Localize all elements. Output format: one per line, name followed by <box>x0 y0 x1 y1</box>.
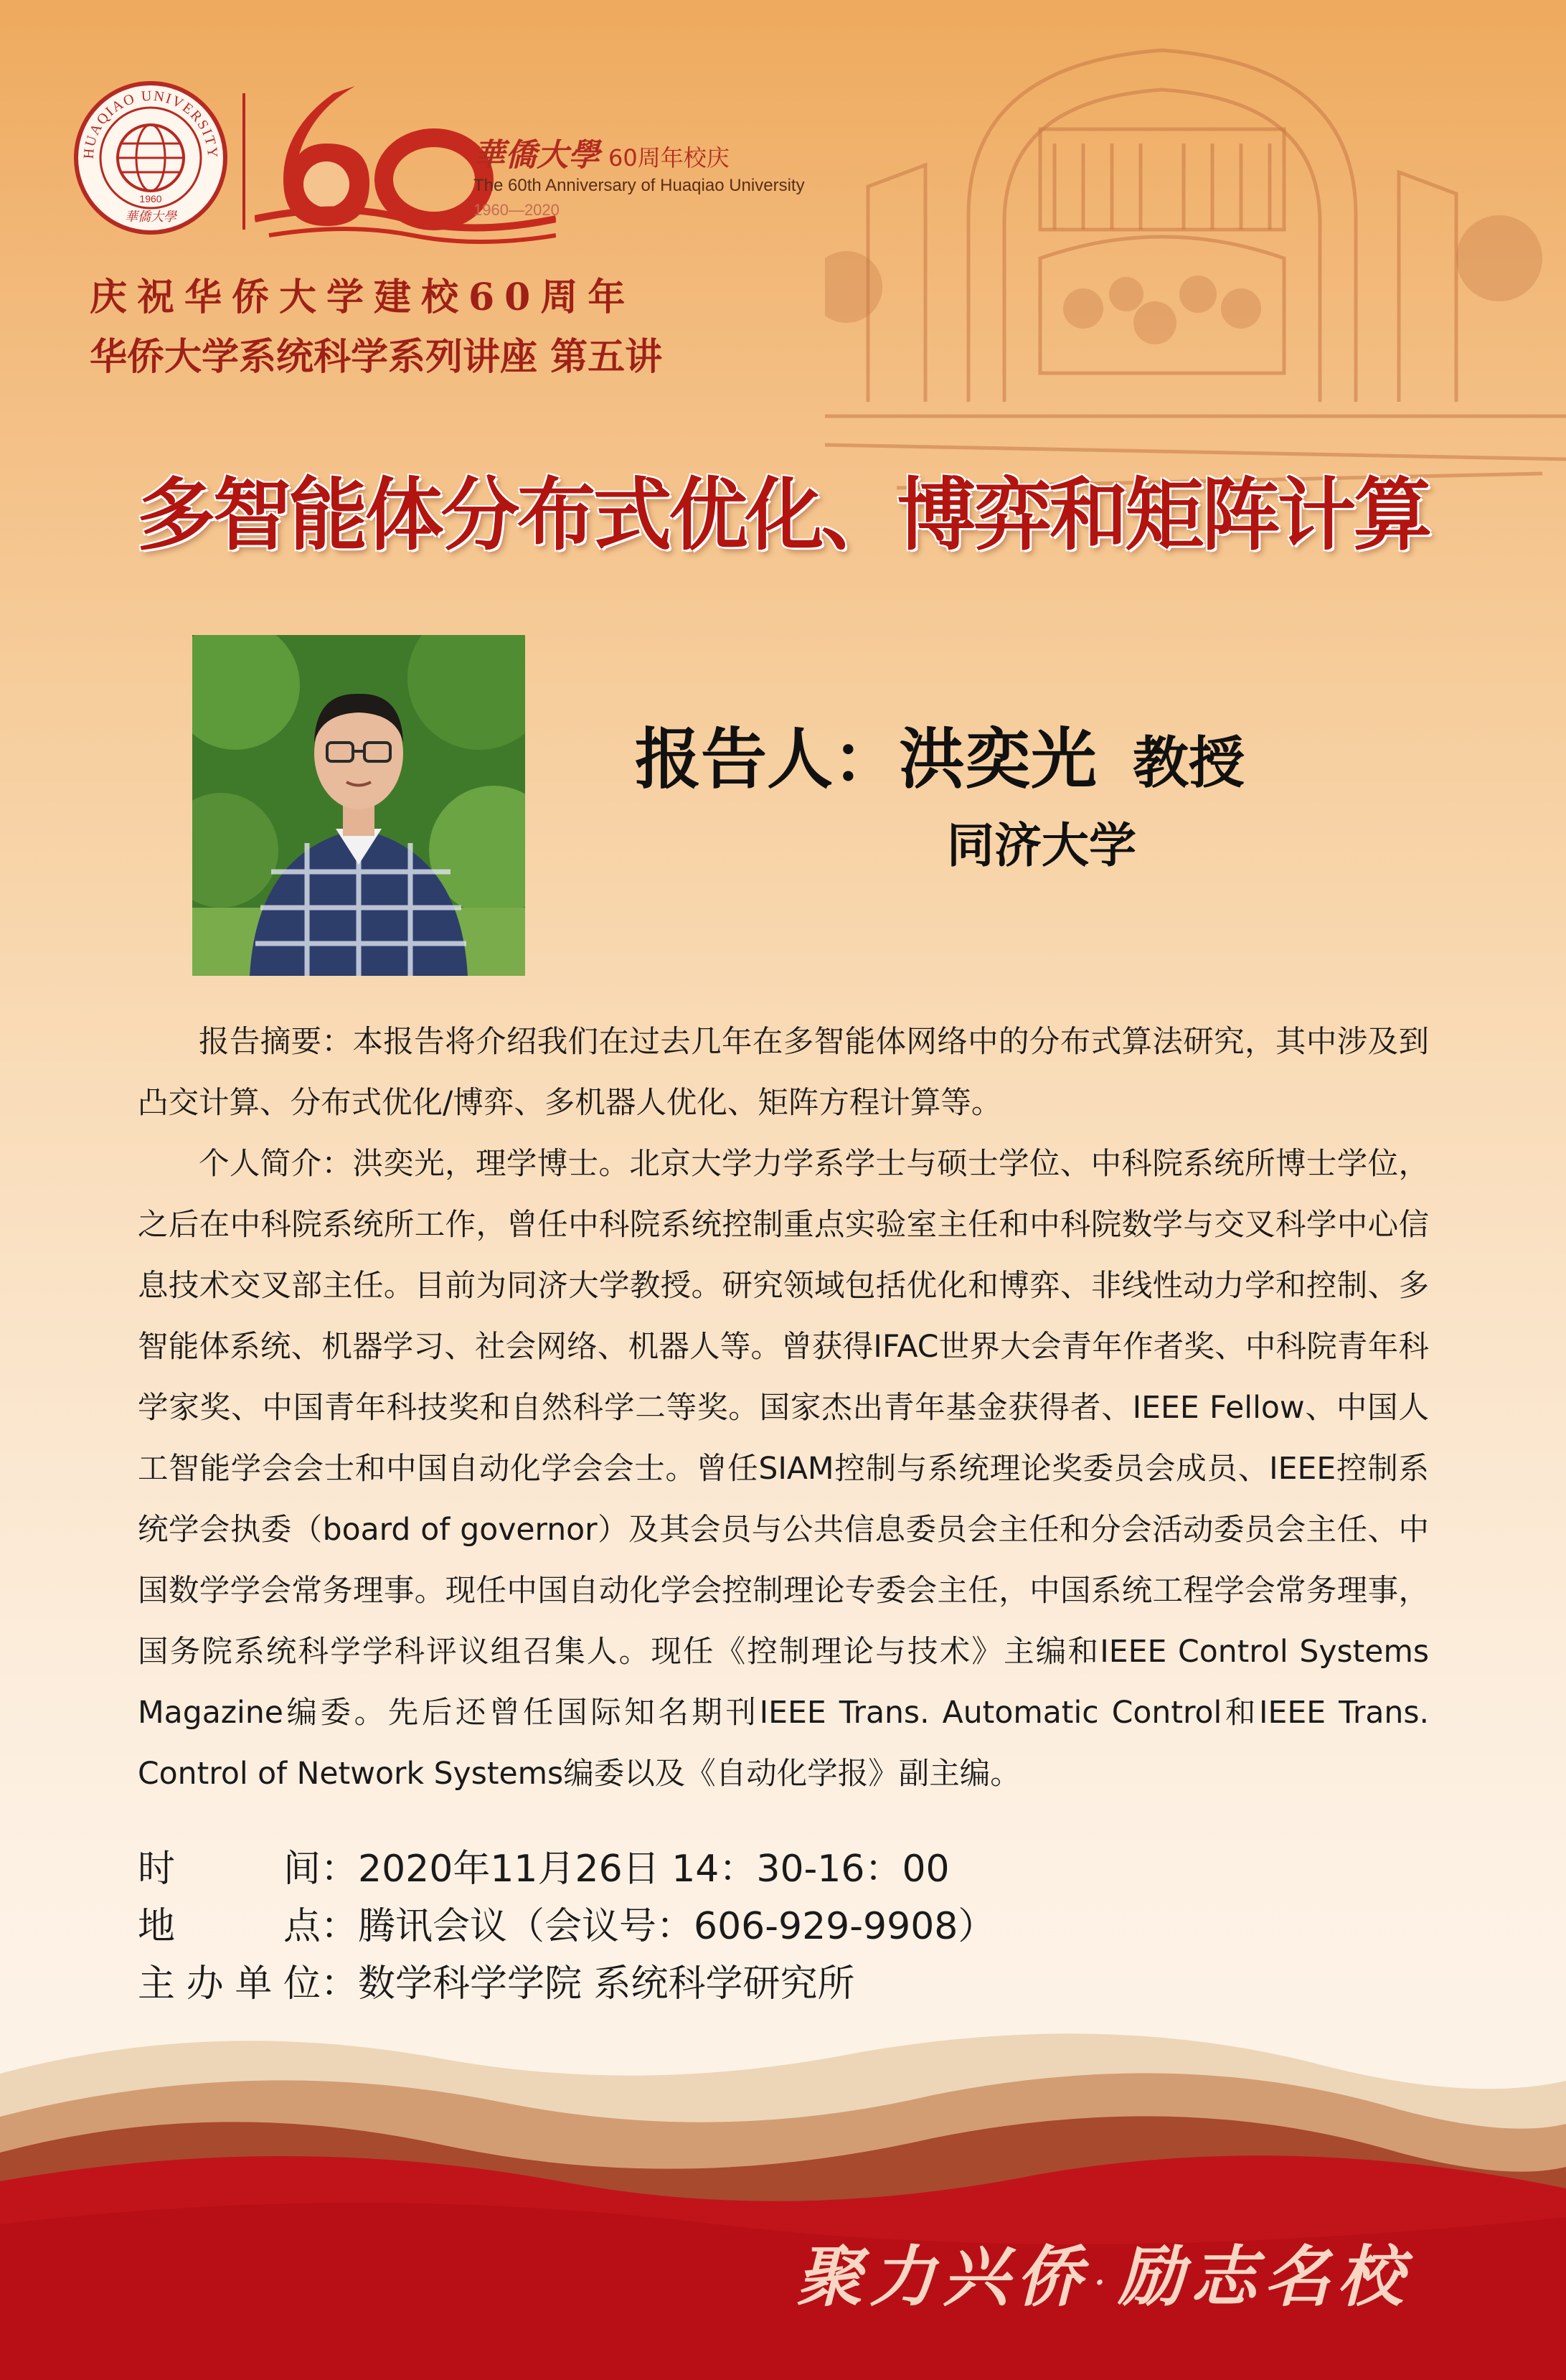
speaker-label: 报告人： <box>635 721 900 798</box>
speaker-title: 教授 <box>1133 731 1245 796</box>
slogan-left: 聚力兴侨 <box>796 2238 1090 2315</box>
seal-cn: 華僑大學 <box>125 210 176 225</box>
seal-year: 1960 <box>139 193 162 204</box>
logo-area <box>72 72 861 258</box>
place-value: ：腾讯会议（会议号：606-929-9908） <box>321 1905 996 1948</box>
speaker-line <box>635 707 1245 801</box>
time-value: ：2020年11月26日 14：30-16：00 <box>321 1848 950 1891</box>
abstract-paragraph: 报告摘要：本报告将介绍我们在过去几年在多智能体网络中的分布式算法研究，其中涉及到凸交计算、分布式优化/博弈、多机器人优化、矩阵方程计算等。 <box>138 1025 1429 1121</box>
host-value: ：数学科学学院 系统科学研究所 <box>321 1962 855 2005</box>
seal-text: HUAQIAO UNIVERSITY <box>80 88 221 160</box>
event-info <box>138 1840 995 2013</box>
bottom-waves <box>0 2009 1566 2380</box>
speaker-photo <box>192 635 525 976</box>
body-text <box>138 1012 1429 1805</box>
celebrate-line: 庆祝华侨大学建校60周年 <box>90 276 636 319</box>
series-line: 华侨大学系统科学系列讲座 第五讲 <box>90 335 663 379</box>
slogan <box>796 2224 1410 2319</box>
bio-paragraph: 个人简介：洪奕光，理学博士。北京大学力学系学士与硕士学位、中科院系统所博士学位，之后在中科院系统所工作，曾任中科院系统控制重点实验室主任和中科院数学与交叉科学中心信息技术交叉部主任。目前为同济大学教授。研究领域包括优化和博弈、非线性动力学和控制、多智能体系统、机器学习、社会网络、机器人等。曾获得IFAC世界大会青年作者奖、中科院青年科学家奖、中国青年科技奖和自然科学二等奖。国家杰出青年基金获得者、IEEE Fellow、中国人工智能学会会士和中国自动化学会会士。曾任SIAM控制与系统理论奖委员会成员、IEEE控制系统学会执委（board of governor）及其会员与公共信息委员会主任和分会活动委员会主任、中国数学学会常务理事。现任中国自动化学会控制理论专委会主任，中国系统工程学会常务理事，国务院系统科学学科评议组召集人。现任《控制理论与技术》主编和IEEE Control Systems Magazine编委。先后还曾任国际知名期刊IEEE Trans. Automatic Control和IEEE Trans. Control of Network Systems编委以及《自动化学报》副主编。 <box>138 1147 1429 1792</box>
anniversary-cn-years: 60周年校庆 <box>608 144 730 171</box>
time-row <box>138 1840 995 1898</box>
speaker-name: 洪奕光 <box>899 721 1098 798</box>
anniversary-en: The 60th Anniversary of Huaqiao University <box>473 176 805 195</box>
host-row <box>138 1955 995 2013</box>
slogan-separator-icon: · <box>1095 2265 1112 2300</box>
university-seal-icon <box>72 79 230 237</box>
anniversary-cn-line <box>473 129 730 175</box>
place-label: 地点 <box>138 1905 321 1948</box>
slogan-right: 励志名校 <box>1117 2238 1410 2315</box>
host-label: 主办单位 <box>138 1962 321 2005</box>
speaker-affiliation: 同济大学 <box>947 818 1136 873</box>
anniversary-cn-name: 華僑大學 <box>473 137 600 174</box>
campus-gate-sketch <box>825 0 1566 502</box>
lecture-title: 多智能体分布式优化、博弈和矩阵计算 <box>136 469 1430 561</box>
place-row <box>138 1898 995 1955</box>
anniversary-years: 1960—2020 <box>473 201 560 219</box>
logo-divider <box>242 93 245 230</box>
time-label: 时间 <box>138 1848 321 1891</box>
